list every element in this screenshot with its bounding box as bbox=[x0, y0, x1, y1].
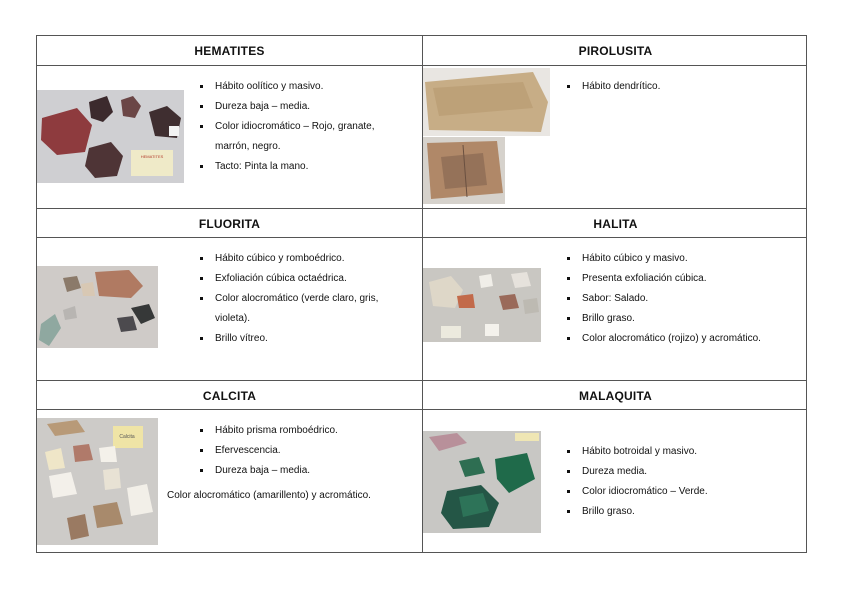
prop-item: Hábito oolítico y masivo. bbox=[197, 77, 417, 97]
calcita-color-note: Color alocromático (amarillento) y acromático. bbox=[167, 490, 371, 501]
minerals-table bbox=[36, 35, 807, 553]
fluorita-title: FLUORITA bbox=[198, 216, 261, 231]
prop-item: Tacto: Pinta la mano. bbox=[197, 157, 417, 177]
prop-item: violeta). bbox=[215, 313, 251, 324]
malaquita-photo bbox=[423, 431, 541, 533]
fluorita-props bbox=[197, 249, 422, 349]
prop-item: Color alocromático (rojizo) y acromático. bbox=[564, 329, 804, 349]
prop-item: Efervescencia. bbox=[197, 441, 417, 461]
prop-item: Color idiocromático – Verde. bbox=[564, 482, 784, 502]
pirolusita-title: PIROLUSITA bbox=[578, 43, 653, 58]
prop-item: Hábito cúbico y masivo. bbox=[564, 249, 804, 269]
prop-item: Hábito dendrítico. bbox=[564, 77, 784, 97]
halita-photo bbox=[423, 268, 541, 342]
fluorita-photo bbox=[37, 266, 158, 348]
prop-item: Exfoliación cúbica octaédrica. bbox=[197, 269, 422, 289]
prop-item: Sabor: Salado. bbox=[564, 289, 804, 309]
prop-item: Dureza baja – media. bbox=[197, 461, 417, 481]
hematites-props bbox=[197, 77, 417, 177]
prop-item: Hábito prisma romboédrico. bbox=[197, 421, 417, 441]
row-divider bbox=[37, 65, 806, 66]
calcita-props bbox=[197, 421, 417, 481]
prop-item: Dureza baja – media. bbox=[197, 97, 417, 117]
hematites-label-card: HEMATITES bbox=[140, 154, 164, 159]
calcita-title: CALCITA bbox=[202, 388, 257, 403]
pirolusita-photo-2 bbox=[423, 137, 505, 204]
prop-item: Brillo graso. bbox=[564, 309, 804, 329]
hematites-title: HEMATITES bbox=[194, 43, 265, 58]
prop-item: Dureza media. bbox=[564, 462, 784, 482]
prop-item: Brillo vítreo. bbox=[197, 329, 422, 349]
halita-props bbox=[564, 249, 804, 349]
halita-title: HALITA bbox=[593, 216, 638, 231]
pirolusita-props bbox=[564, 77, 784, 97]
calcita-photo bbox=[37, 418, 158, 545]
prop-item: Color alocromático (verde claro, gris, bbox=[197, 289, 422, 309]
pirolusita-photo-1 bbox=[423, 68, 550, 136]
malaquita-props bbox=[564, 442, 784, 522]
malaquita-title: MALAQUITA bbox=[579, 388, 652, 403]
prop-item: Color idiocromático – Rojo, granate, bbox=[197, 117, 417, 137]
prop-item: Brillo graso. bbox=[564, 502, 784, 522]
prop-item: Hábito botroidal y masivo. bbox=[564, 442, 784, 462]
calcita-label-card: Calcita bbox=[119, 434, 135, 440]
prop-item: marrón, negro. bbox=[215, 141, 281, 152]
hematites-photo bbox=[37, 90, 184, 183]
prop-item: Hábito cúbico y romboédrico. bbox=[197, 249, 422, 269]
prop-item: Presenta exfoliación cúbica. bbox=[564, 269, 804, 289]
